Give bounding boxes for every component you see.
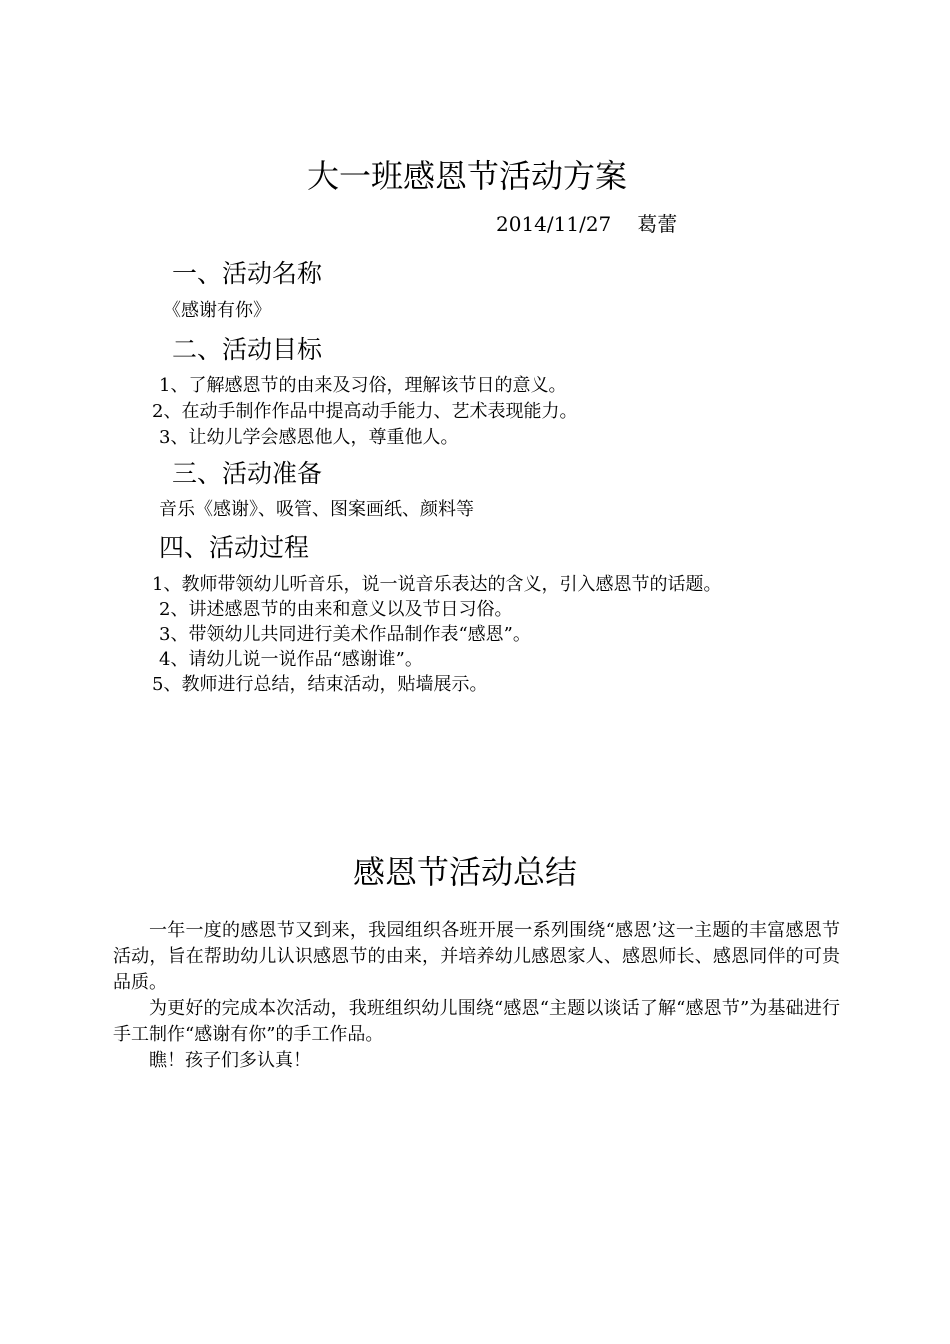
plan-title: 大一班感恩节活动方案 [307,157,628,195]
goal-item: 3、让幼儿学会感恩他人，尊重他人。 [159,427,459,448]
section-heading-goals: 二、活动目标 [172,335,323,364]
plan-date: 2014/11/27 [496,212,612,236]
date-author-line [496,210,677,238]
plan-author: 葛蕾 [637,212,678,236]
summary-paragraph: 瞧！孩子们多认真！ [149,1050,311,1071]
process-step: 2、讲述感恩节的由来和意义以及节日习俗。 [159,599,513,620]
section-heading-activity-name: 一、活动名称 [172,259,323,288]
activity-name-text: 《感谢有你》 [163,300,271,321]
process-step: 3、带领幼儿共同进行美术作品制作表“感恩”。 [159,624,531,645]
goal-item: 1、了解感恩节的由来及习俗，理解该节日的意义。 [159,375,567,396]
process-step: 1、教师带领幼儿听音乐，说一说音乐表达的含义，引入感恩节的话题。 [152,574,722,595]
section-heading-preparation: 三、活动准备 [172,459,323,488]
section-heading-process: 四、活动过程 [159,533,310,562]
goal-item: 2、在动手制作作品中提高动手能力、艺术表现能力。 [152,401,578,422]
preparation-text: 音乐《感谢》、吸管、图案画纸、颜料等 [159,499,474,520]
process-step: 4、请幼儿说一说作品“感谢谁”。 [159,649,423,670]
summary-paragraph: 一年一度的感恩节又到来，我园组织各班开展一系列围绕“感恩’这一主题的丰富感恩节活动，旨在帮助幼儿认识感恩节的由来，并培养幼儿感恩家人、感恩师长、感恩同伴的可贵品质。 [113,920,840,993]
summary-title: 感恩节活动总结 [353,853,578,891]
process-step: 5、教师进行总结，结束活动，贴墙展示。 [152,674,488,695]
summary-paragraph: 为更好的完成本次活动，我班组织幼儿围绕“感恩“主题以谈话了解“感恩节”为基础进行手工制作“感谢有你”的手工作品。 [113,998,840,1045]
